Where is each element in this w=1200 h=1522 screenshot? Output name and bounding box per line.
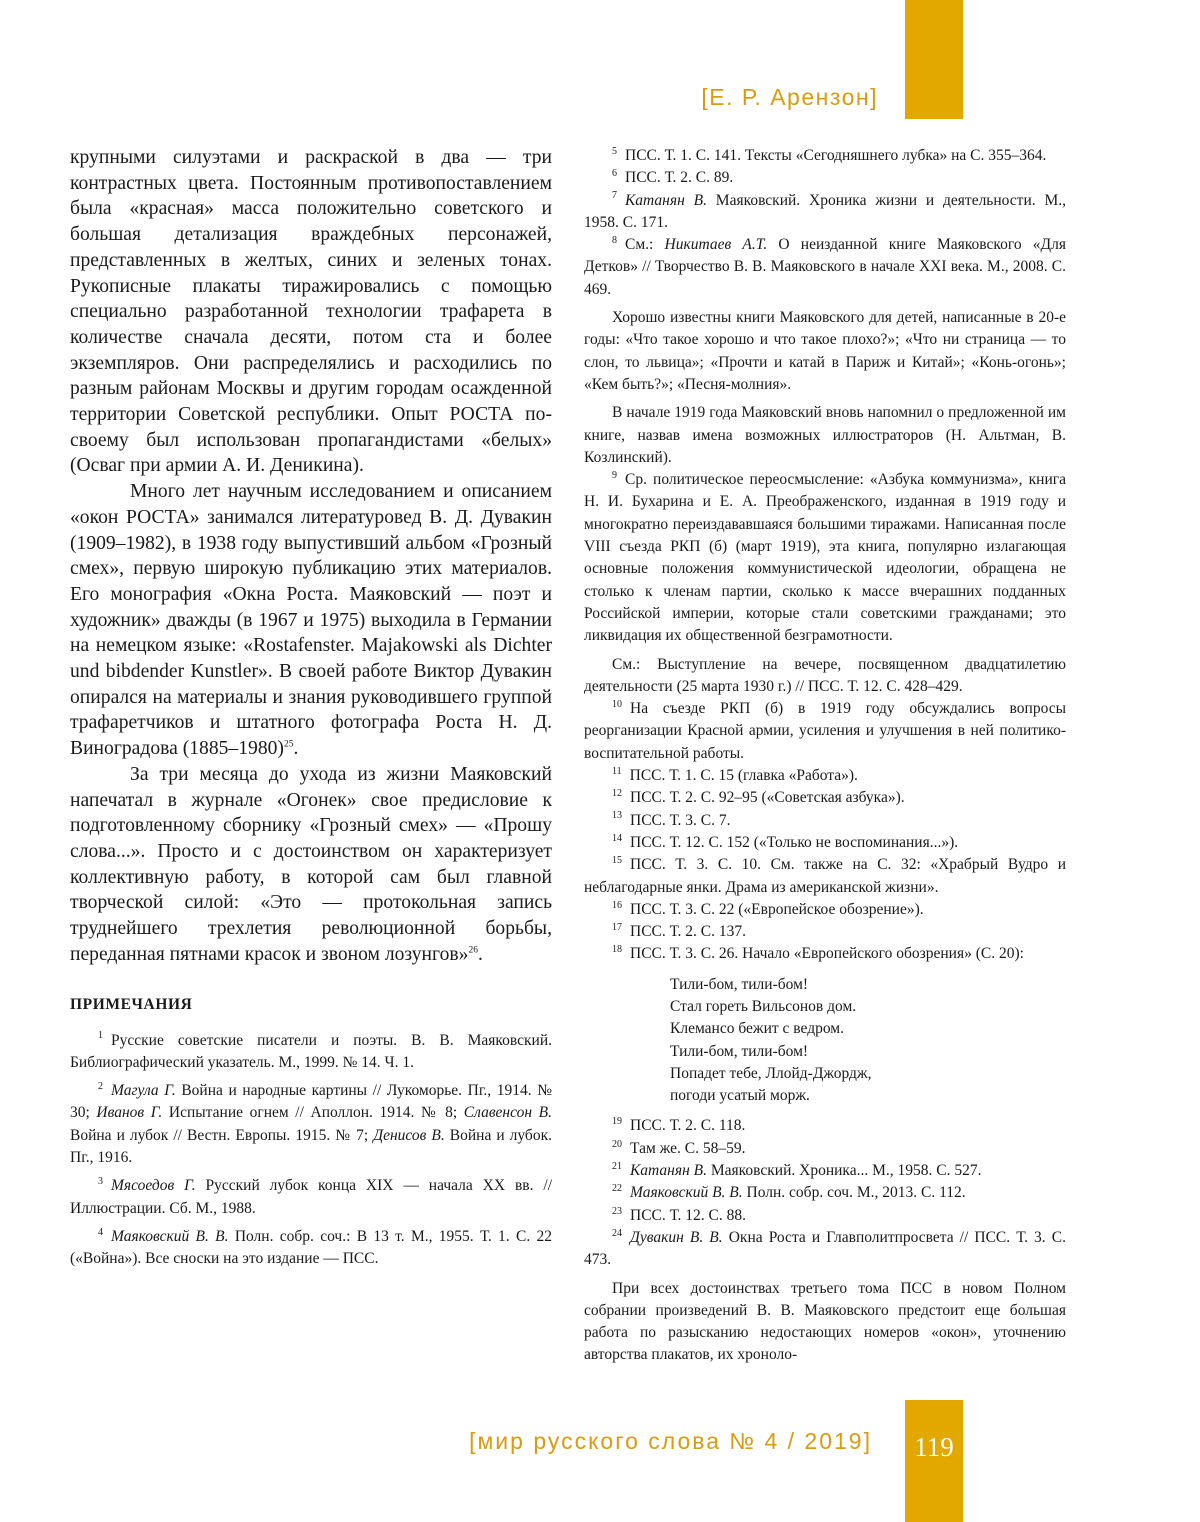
- note-item: $^{10}$ На съезде РКП (б) в 1919 году обсуждались вопросы реорганизации Красной армии, усиления и улучшения в ней политико-воспитательной работы.: [584, 698, 1066, 762]
- main-text: [70, 145, 552, 968]
- note-item: $^7$ Катанян В. Маяковский. Хроника жизни и деятельности. М., 1958. С. 171.: [584, 190, 1066, 231]
- poem-line: Тили-бом, тили-бом!: [670, 1042, 809, 1060]
- note-item: $^{21}$ Катанян В. Маяковский. Хроника... М., 1958. С. 527.: [612, 1160, 982, 1180]
- running-footer-journal: [мир русского слова № 4 / 2019]: [469, 1428, 872, 1454]
- note-item: $^5$ ПСС. Т. 1. С. 141. Тексты «Сегодняшнего лубка» на С. 355–364.: [612, 145, 1047, 164]
- notes-list: [70, 1030, 552, 1271]
- note-item: $^{19}$ ПСС. Т. 2. С. 118.: [612, 1116, 746, 1135]
- paragraph: За три месяца до ухода из жизни Маяковский напечатал в журнале «Огонек» свое предисловие к подготовленному сборнику «Грозный смех» — «Прошу слова...». Просто и с достоинством он характеризует коллективную работу, в которой сам был главной творческой силой: «Это — протокольная запись труднейшего трехлетия революционной борьбы, переданная пятнами красок и звоном лозунгов»$^{26}$.: [70, 763, 552, 965]
- poem-line: Попадет тебе, Ллойд-Джордж,: [670, 1064, 872, 1082]
- note-paragraph: В начале 1919 года Маяковский вновь напомнил о предложенной им книге, назвав имена возможных иллюстраторов (Н. Альтман, В. Козлинский).: [584, 404, 1066, 466]
- footnote-ref: 26: [468, 945, 478, 956]
- note-paragraph: Хорошо известны книги Маяковского для детей, написанные в 20-е годы: «Что такое хорошо и что такое плохо?»; «Что ни страница — то слон, то львица»; «Прочти и катай в Париж и Китай»; «Конь-огонь»; «Кем быть?»; «Песня-молния».: [584, 309, 1066, 393]
- poem-line: Тили-бом, тили-бом!: [670, 975, 809, 993]
- right-column: [584, 145, 1066, 1367]
- paragraph: Много лет научным исследованием и описанием «окон РОСТА» занимался литературовед В. Д. Дувакин (1909–1982), в 1938 году выпустивший альбом «Грозный смех», первую широкую публикацию этих материалов. Его монография «Окна Роста. Маяковский — поэт и художник» дважды (в 1967 и 1975) выходила в Германии на немецком языке: «Rostafenster. Majakowski als Dichter und bibdender Kunstler». В своей работе Виктор Дувакин опирался на материалы и знания руководившего группой трафаретчиков и штатного фотографа Роста Н. Д. Виноградова (1885–1980)$^{25}$.: [70, 481, 552, 760]
- note-item: $^1$ Русские советские писатели и поэты. В. В. Маяковский. Библиографический указатель. М., 1999. № 14. Ч. 1.: [70, 1030, 552, 1071]
- poem-line: Клемансо бежит с ведром.: [670, 1020, 844, 1038]
- note-item: $^{23}$ ПСС. Т. 12. С. 88.: [612, 1205, 747, 1224]
- note-item: $^{24}$ Дувакин В. В. Окна Роста и Главполитпросвета // ПСС. Т. 3. С. 473.: [584, 1227, 1066, 1269]
- poem-quote: [670, 974, 1066, 1108]
- note-item: $^{15}$ ПСС. Т. 3. С. 10. См. также на С. 32: «Храбрый Вудро и неблагодарные янки. Драма из американской жизни».: [584, 855, 1066, 896]
- note-item: $^{22}$ Маяковский В. В. Полн. собр. соч. М., 2013. С. 112.: [612, 1183, 966, 1202]
- note-item: $^{20}$ Там же. С. 58–59.: [612, 1138, 746, 1157]
- note-item: $^{11}$ ПСС. Т. 1. С. 15 (главка «Работа»).: [612, 765, 858, 785]
- paragraph: крупными силуэтами и раскраской в два — три контрастных цвета. Постоянным противопоставлением была «красная» масса положительно советского и большая детализация враждебных персонажей, представленных в желтых, синих и зеленых тонах. Рукописные плакаты тиражировались с помощью специально разработанной технологии трафарета в количестве сначала десяти, потом ста и более экземпляров. Они распределялись и расходились по разным районам Москвы и другим городам осажденной территории Советской республики. Опыт РОСТА по-своему был использован пропагандистами «белых» (Осваг при армии А. И. Деникина).: [70, 147, 552, 477]
- note-item: $^{12}$ ПСС. Т. 2. С. 92–95 («Советская азбука»).: [612, 788, 905, 807]
- page-number: 119: [914, 1432, 954, 1462]
- running-header-author: [Е. Р. Арензон]: [701, 84, 878, 110]
- note-item: $^{17}$ ПСС. Т. 2. С. 137.: [612, 921, 747, 941]
- note-item: $^8$ См.: Никитаев А.Т. О неизданной книге Маяковского «Для Детков» // Творчество В. В. Маяковского в начале XXI века. М., 2008. С. 469.: [584, 235, 1066, 298]
- note-item: $^{16}$ ПСС. Т. 3. С. 22 («Европейское обозрение»).: [612, 899, 924, 918]
- note-item: $^2$ Магула Г. Война и народные картины // Лукоморье. Пг., 1914. № 30; Иванов Г. Испытание огнем // Аполлон. 1914. № 8; Славенсон В. Война и лубок // Вестн. Европы. 1915. № 7; Денисов В. Война и лубок. Пг., 1916.: [70, 1080, 552, 1166]
- notes-heading: ПРИМЕЧАНИЯ: [70, 995, 193, 1013]
- header-accent-bar: [905, 0, 963, 119]
- note-paragraph: См.: Выступление на вечере, посвященном двадцатилетию деятельности (25 марта 1930 г.) // ПСС. Т. 12. С. 428–429.: [584, 655, 1066, 695]
- body-paragraph: При всех достоинствах третьего тома ПСС в новом Полном собрании произведений В. В. Маяковского предстоит еще большая работа по разысканию недостающих номеров «окон», уточнению авторства плакатов, их хроноло-: [584, 1279, 1066, 1364]
- footnote-ref: 25: [283, 739, 294, 750]
- note-item: $^9$ Ср. политическое переосмысление: «Азбука коммунизма», книга Н. И. Бухарина и Е. А. Преображенского, изданная в 1919 году и многократно переиздававшаяся большими тиражами. Написанная после VIII съезда РКП (б) (март 1919), эта книга, популярно излагающая основные положения коммунистической идеологии, обращена не столько к членам партии, сколько к массе вчерашних подданных Российской империи, которые стали советскими гражданами; это ликвидация их общественной безграмотности.: [584, 470, 1066, 645]
- note-item: $^{18}$ ПСС. Т. 3. С. 26. Начало «Европейского обозрения» (С. 20):: [612, 944, 1024, 963]
- left-column: [70, 145, 552, 1270]
- note-item: $^6$ ПСС. Т. 2. С. 89.: [612, 168, 734, 187]
- note-item: $^{14}$ ПСС. Т. 12. С. 152 («Только не воспоминания...»).: [612, 832, 959, 851]
- poem-line: погоди усатый морж.: [670, 1087, 810, 1105]
- poem-line: Стал гореть Вильсонов дом.: [670, 997, 857, 1015]
- note-item: $^{13}$ ПСС. Т. 3. С. 7.: [612, 810, 731, 829]
- note-item: $^4$ Маяковский В. В. Полн. собр. соч.: В 13 т. М., 1955. Т. 1. С. 22 («Война»). Все сноски на это издание — ПСС.: [70, 1226, 552, 1268]
- note-item: $^3$ Мясоедов Г. Русский лубок конца XIX — начала XX вв. // Иллюстрации. Сб. М., 1988.: [70, 1176, 552, 1217]
